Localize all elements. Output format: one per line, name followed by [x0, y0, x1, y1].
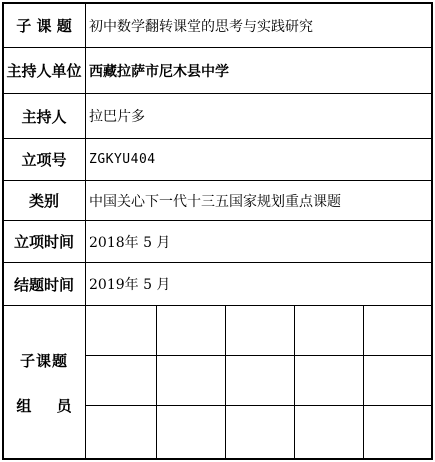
table-border-bottom — [2, 458, 433, 460]
host-unit-value: 西藏拉萨市尼木县中学 — [89, 63, 229, 80]
subtopic-label: 子 课 题 — [16, 17, 72, 35]
approval-date-label: 立项时间 — [13, 233, 74, 251]
host-label: 主持人 — [21, 107, 67, 126]
category-label: 类别 — [28, 192, 59, 210]
members-label — [3, 308, 85, 458]
member-cell — [295, 406, 362, 457]
member-cell — [226, 306, 293, 354]
subtopic-value: 初中数学翻转课堂的思考与实践研究 — [89, 18, 313, 35]
member-cell — [87, 406, 155, 457]
member-cell — [295, 306, 362, 354]
member-cell — [157, 356, 224, 404]
approval-date-value: 2018年 5 月 — [89, 234, 171, 251]
member-cell — [364, 356, 430, 404]
members-label-line1: 子课题 — [19, 352, 68, 370]
category-value: 中国关心下一代十三五国家规划重点课题 — [89, 193, 341, 210]
completion-date-label: 结题时间 — [13, 275, 74, 294]
members-label-line2: 组 员 — [16, 397, 82, 415]
host-unit-label: 主持人单位 — [6, 62, 82, 80]
host-value: 拉巴片多 — [89, 109, 145, 125]
member-cell — [226, 356, 293, 404]
table-border-right — [431, 2, 433, 460]
member-cell — [87, 306, 155, 354]
member-cell — [295, 356, 362, 404]
member-cell — [157, 306, 224, 354]
member-cell — [364, 306, 430, 354]
member-cell — [226, 406, 293, 457]
member-cell — [364, 406, 430, 457]
member-cell — [157, 406, 224, 457]
project-number-value: ZGKYU404 — [89, 152, 156, 167]
project-number-label: 立项号 — [21, 151, 67, 169]
member-cell — [87, 356, 155, 404]
completion-date-value: 2019年 5 月 — [89, 277, 171, 293]
label-column-divider — [85, 2, 86, 460]
